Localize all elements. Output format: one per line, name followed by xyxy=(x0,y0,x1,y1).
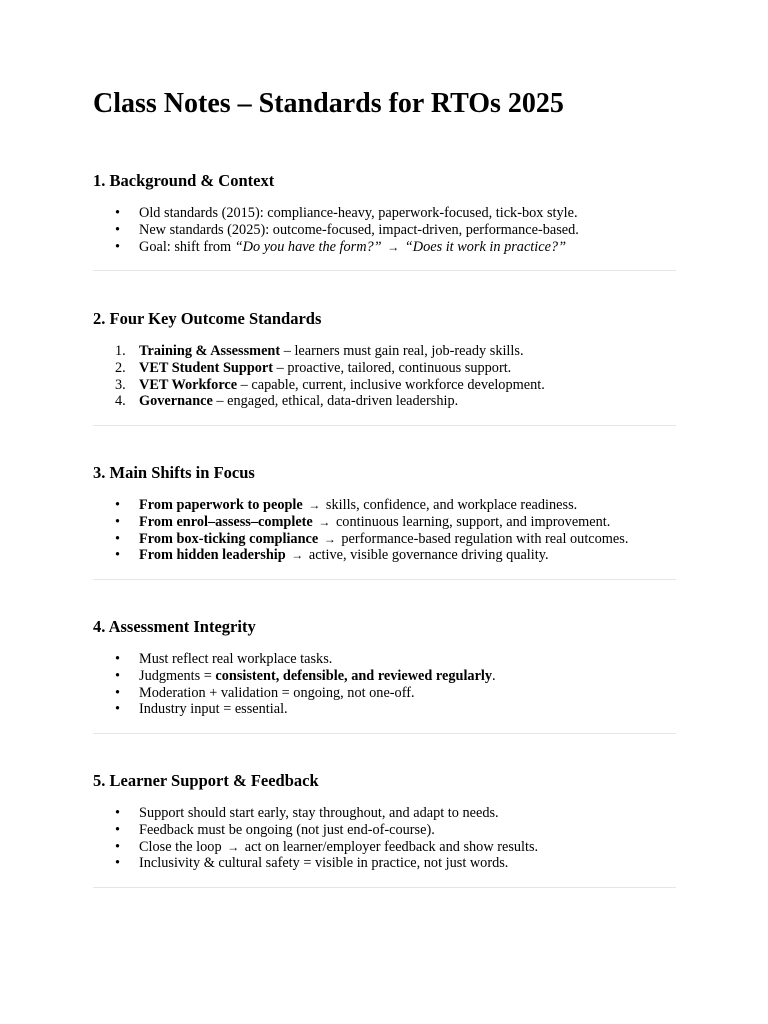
list-item: • Industry input = essential. xyxy=(93,701,676,718)
page-title: Class Notes – Standards for RTOs 2025 xyxy=(93,88,564,119)
right-arrow-icon: → xyxy=(308,498,321,512)
bullet-list xyxy=(93,805,676,872)
bullet-list xyxy=(93,497,676,564)
section-main-shifts xyxy=(93,463,676,580)
numbered-list xyxy=(93,343,676,410)
section-background-context xyxy=(93,171,676,271)
list-item: • From box-ticking compliance → performance-based regulation with real outcomes. xyxy=(93,531,676,548)
quote-practice: “Does it work in practice?” xyxy=(404,238,567,255)
list-item: • Goal: shift from “Do you have the form?” → “Does it work in practice?” xyxy=(93,239,676,256)
list-item: 2. VET Student Support – proactive, tailored, continuous support. xyxy=(115,359,512,376)
list-item: • From paperwork to people → skills, confidence, and workplace readiness. xyxy=(93,497,676,514)
section-learner-support xyxy=(93,771,676,888)
right-arrow-icon: → xyxy=(227,839,240,854)
list-item: • Old standards (2015): compliance-heavy, paperwork-focused, tick-box style. xyxy=(93,205,676,222)
list-item: 3. VET Workforce – capable, current, inclusive workforce development. xyxy=(115,376,545,393)
right-arrow-icon: → xyxy=(387,239,400,254)
right-arrow-icon: → xyxy=(318,514,331,529)
list-item: • Feedback must be ongoing (not just end-of-course). xyxy=(93,822,676,839)
section-heading: 4. Assessment Integrity xyxy=(93,617,256,636)
list-item: • Inclusivity & cultural safety = visible in practice, not just words. xyxy=(93,855,676,872)
section-outcome-standards xyxy=(93,309,676,426)
divider xyxy=(93,425,676,426)
list-item: • Close the loop → act on learner/employer feedback and show results. xyxy=(93,839,676,856)
list-item: • New standards (2025): outcome-focused, impact-driven, performance-based. xyxy=(93,222,676,239)
bullet-list xyxy=(93,205,676,255)
bullet-list xyxy=(93,651,676,718)
list-item: • Moderation + validation = ongoing, not one-off. xyxy=(93,685,676,702)
divider xyxy=(93,887,676,888)
divider xyxy=(93,270,676,271)
right-arrow-icon: → xyxy=(291,548,304,563)
list-item: • Must reflect real workplace tasks. xyxy=(93,651,676,668)
divider xyxy=(93,733,676,734)
list-item: • Judgments = consistent, defensible, and reviewed regularly. xyxy=(93,668,676,685)
section-assessment-integrity xyxy=(93,617,676,734)
section-heading: 5. Learner Support & Feedback xyxy=(93,771,319,790)
right-arrow-icon: → xyxy=(323,531,336,546)
list-item: • From hidden leadership → active, visible governance driving quality. xyxy=(93,547,676,564)
quote-form: “Do you have the form?” xyxy=(234,238,382,255)
list-item: • From enrol–assess–complete → continuous learning, support, and improvement. xyxy=(93,514,676,531)
section-heading: 3. Main Shifts in Focus xyxy=(93,463,255,482)
divider xyxy=(93,579,676,580)
section-heading: 1. Background & Context xyxy=(93,171,275,190)
list-item: 1. Training & Assessment – learners must gain real, job-ready skills. xyxy=(115,343,524,359)
list-item: 4. Governance – engaged, ethical, data-driven leadership. xyxy=(115,393,459,410)
section-heading: 2. Four Key Outcome Standards xyxy=(93,309,322,328)
list-item: • Support should start early, stay throughout, and adapt to needs. xyxy=(93,805,676,822)
